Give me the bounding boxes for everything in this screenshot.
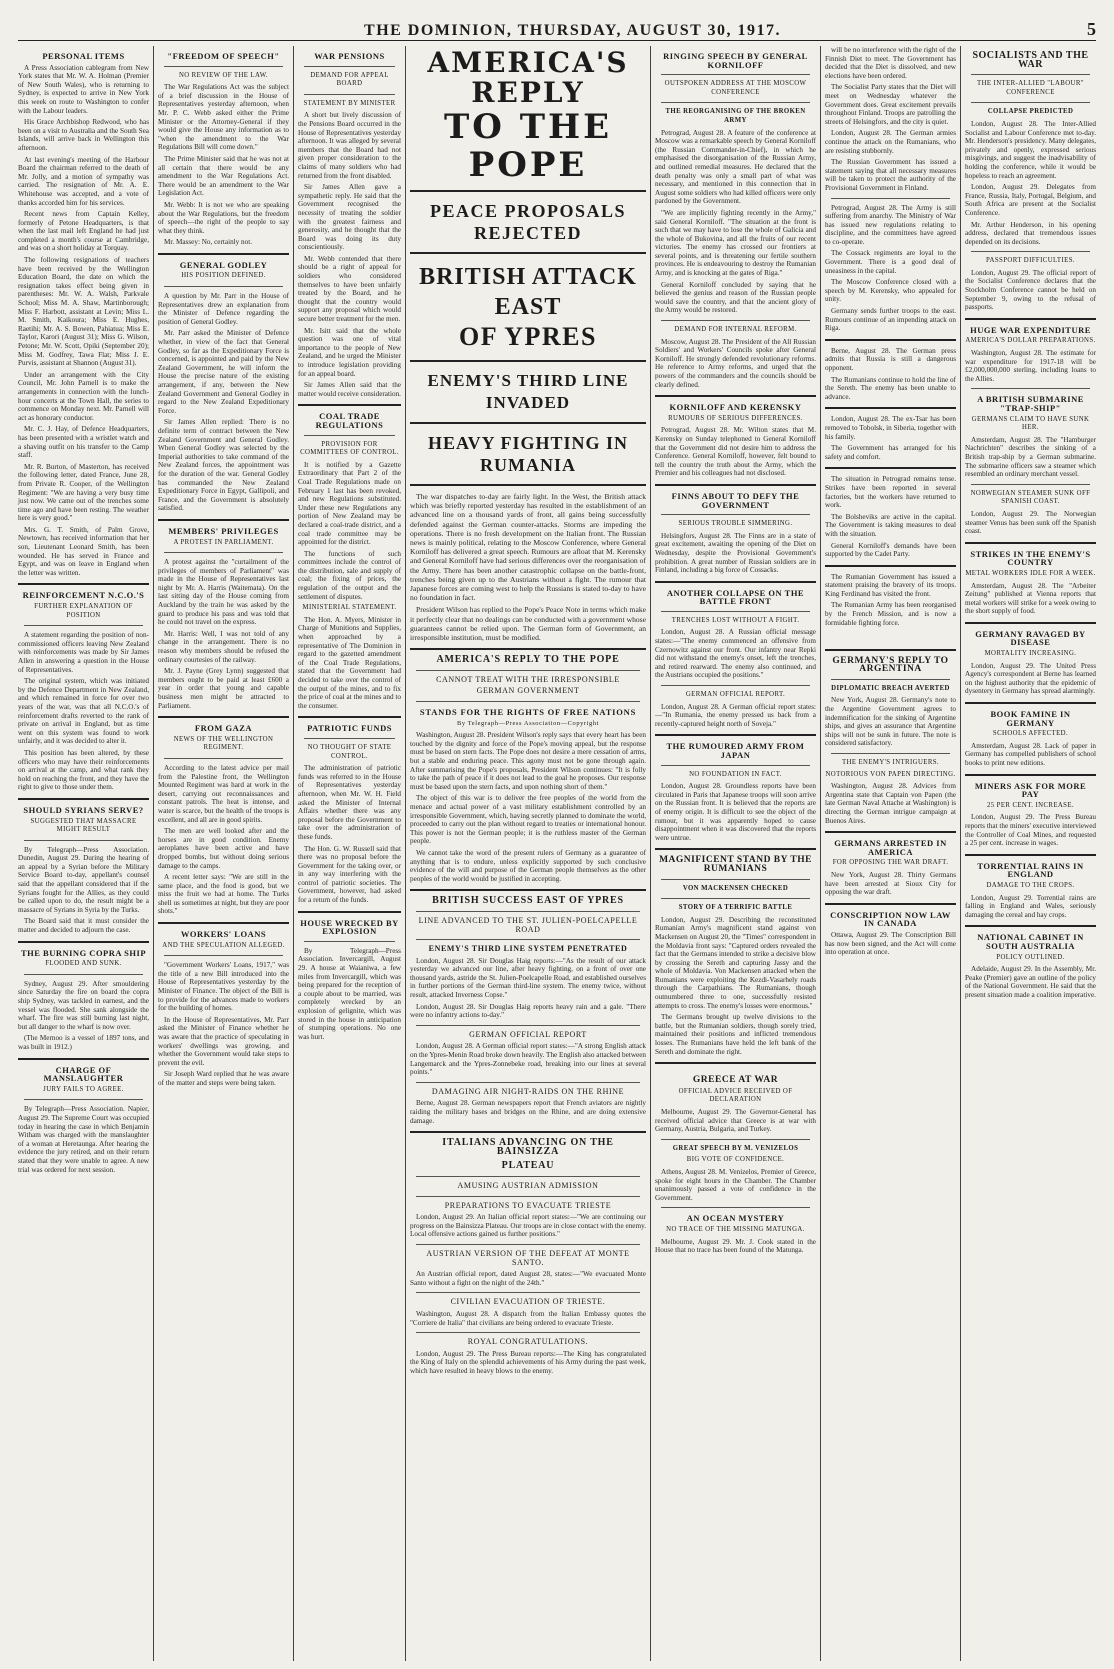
subheadline: PROVISION FOR COMMITTEES OF CONTROL.: [300, 440, 399, 457]
article-body: Athens, August 28. M. Venizelos, Premier of Greece, spoke for eight hours in the Chamber. The Chamber unanimously passed a vote of confidence in the Government.: [655, 1167, 816, 1202]
article-body: Berne, August 28. The German press admits that Russia is still a dangerous opponent. The Rumanians continue to hold the line of the Sereth. The enemy has been unable to advance.: [825, 346, 956, 401]
subheadline: NO THOUGHT OF STATE CONTROL.: [307, 743, 392, 760]
article-body: New York, August 28. Germany's note to the Argentine Government agrees to indemnification for the sinking of Argentine ships, and gives an assurance that Argentine ships will not be sunk in future. The note is considered satisfactory.: [825, 696, 956, 748]
article-body: Petrograd, August 28. The Army is still suffering from anarchy. The Ministry of War has issued new regulations relating to discipline, and the committees have agreed to co-operate. The Cossack regiments are loyal to the Government. There is a good deal of uneasiness in the capital. The Moscow Conference closed with a speech by M. Kerensky, who appealed for unity. Germany sends further troops to the east. Rumours continue of an impending attack on Riga.: [825, 203, 956, 333]
headline: CONSCRIPTION NOW LAW IN CANADA: [830, 909, 951, 929]
article-body: Berne, August 28. German newspapers report that French aviators are nightly raiding the military bases and bridges on the Rhine, and are doing extensive damage.: [410, 1099, 646, 1125]
subheadline: BIG VOTE OF CONFIDENCE.: [686, 1156, 785, 1164]
summary-body: The war dispatches to-day are fairly light. In the West, the British attack which was briefly reported yesterday has resulted in the establishment of an advanced line on a thousand yards of front, all gains being successfully defended against the German counter-attacks. Storms are impeding the operations. There is no fresh development on the Italian front. The Russian news is mainly political, relating to the Moscow Conference, where General Korniloff has delivered a great speech. Rumours are afloat that M. Kerensky and General Korniloff have had serious differences over the reorganisation of the Army. There has been another catastrophic collapse on the battle-front, trenches being given up to the Austrians without a fight. The rumour that Japanese forces are coming west to help the Russians is stated to-day to have no foundation in fact. President Wilson has replied to the Pope's Peace Note in terms which make it perfectly clear that no dealings can be conducted with a government whose guarantees cannot be relied upon. The German form of Government, an irresponsible institution, must be modified.: [410, 492, 646, 643]
subheadline: OUTSPOKEN ADDRESS AT THE MOSCOW CONFERENCE: [664, 80, 807, 96]
subheadline: DEMAND FOR INTERNAL REFORM.: [674, 326, 797, 334]
column-5: [651, 46, 821, 1661]
headline: GERMANS ARRESTED IN AMERICA: [834, 838, 947, 857]
headline: STRIKES IN THE ENEMY'S COUNTRY: [970, 548, 1091, 568]
section-sub: DAMAGING AIR NIGHT-RAIDS ON THE RHINE: [431, 1086, 625, 1096]
subheadline: SUGGESTED THAT MASSACRE MIGHT RESULT: [30, 817, 137, 834]
article-body: London, August 29. The United Press Agency's correspondent at Berne has learned on the highest authority that the epidemic of dysentery in Germany has spread alarmingly.: [965, 661, 1096, 696]
article-body: The Hon. A. Myers, Minister in Charge of Munitions and Supplies, when approached by a representative of The Dominion in regard to the gazetted amendment of the Coal Trade Regulations, stated that the Government had decided to take over the control of the output of the mines, and to fix the price of coal at the mines and to the consumer.: [298, 615, 401, 710]
deck-text: HEAVY FIGHTING IN RUMANIA: [427, 433, 629, 475]
article-body: The War Regulations Act was the subject of a brief discussion in the House of Representatives yesterday afternoon, when Mr. P. C. Webb asked either the Prime Minister or the Attorney-General if they would give the House any information as to "when the amendment to the War Regulations Bill will come down." The Prime Minister said that he was not at all certain that there would be any amendment to the War Regulations Act. There would be an amendment to the War Legislation Act. Mr. Webb: It is not we who are speaking about the War Regulations, but the freedom of speech—the right of the people to say what they think. Mr. Massey: No, certainly not.: [158, 83, 289, 247]
headline: FROM GAZA: [194, 723, 253, 734]
deck-text: ENEMY'S THIRD LINE INVADED: [427, 371, 629, 412]
subheadline: NORWEGIAN STEAMER SUNK OFF SPANISH COAST.: [970, 489, 1091, 506]
main-headline-line-2: TO THE POPE: [443, 107, 613, 185]
article-body: By Telegraph—Press Association. Invercargill, August 29. A house at Waianiwa, a few miles from Invercargill, which was being prepared for the reception of a couple about to be married, was completely wrecked by an explosion of gelignite, which was stored in the house in anticipation of stumping operations. No one was hurt.: [298, 946, 401, 1041]
headline: ANOTHER COLLAPSE ON THE BATTLE FRONT: [666, 587, 805, 607]
subheadline: NOTORIOUS VON PAPEN DIRECTING.: [825, 770, 956, 778]
headline: GREECE AT WAR: [692, 1075, 779, 1086]
article-body: A short but lively discussion of the Pensions Board occurred in the House of Representatives yesterday afternoon. It was alleged by several members that the Board had not given proper consideration to the claims of many soldiers who had returned from the front disabled. Sir James Allen gave a sympathetic reply. He said that the Government recognised the necessity of treating the soldier with the greatest fairness and generosity, and he thought that the Board was doing its duty conscientiously. Mr. Webb contended that there should be a right of appeal for soldiers who considered themselves to have been unfairly treated by the Board, and he thought that the country would support any proposal which would secure better treatment for the men. Mr. Isitt said that the whole question was one of vital importance to the people of New Zealand, and he urged the Minister to introduce legislation providing for an appeal board. Sir James Allen said that the matter would receive consideration.: [298, 111, 401, 398]
article-body: London, August 28. Sir Douglas Haig reports:—"As the result of our attack yesterday we advanced our line, after heavy fighting, on a front of over one thousand yards, astride the St. Julien-Poelcapelle Road, and established ourselves in further portions of the German third-line system. The enemy twice, without result, attacked Inverness Copse." London, August 28. Sir Douglas Haig reports heavy rain and a gale. "There were no infantry actions to-day.": [410, 956, 646, 1020]
subheadline: POLICY OUTLINED.: [996, 953, 1065, 961]
headline: WAR PENSIONS: [314, 51, 385, 61]
section-sub: AUSTRIAN VERSION OF THE DEFEAT AT MONTE SANTO.: [426, 1248, 630, 1267]
subheadline: NO TRACE OF THE MISSING MATUNGA.: [666, 1225, 805, 1233]
subheadline: JURY FAILS TO AGREE.: [43, 1085, 124, 1093]
deck-text: OF YPRES: [459, 322, 597, 351]
headline: GERMANY'S REPLY TO ARGENTINA: [832, 655, 949, 675]
column-2: [154, 46, 294, 1661]
article-body: Petrograd, August 28. Mr. Wilton states that M. Kerensky on Sunday telephoned to General Korniloff that the Government did not desire him to address the Conference. General Korniloff, however, felt bound to tell the country the truth about the Army, which the Premier and his colleagues had not disclosed.: [655, 426, 816, 478]
headline: SHOULD SYRIANS SERVE?: [23, 804, 144, 815]
article-body: A question by Mr. Parr in the House of Representatives drew an explanation from the Minister of Defence regarding the position of General Godley. Mr. Parr asked the Minister of Defence whether, in view of the fact that General Godley, so far as the Expeditionary Force is concerned, is appointed and paid by the New Zealand Government, he will inform the House the precise nature of the existing arrangement, if any, between the New Zealand Government and General Godley in regard to the New Zealand Expeditionary Force. Sir James Allen replied: There is no definite term of contract between the New Zealand Government and General Godley. When General Godley was selected by the Imperial authorities to take command of the New Zealand forces, the appointment was for the duration of the war. General Godley has commanded the New Zealand Expeditionary Force in Egypt, Gallipoli, and France, and the Government is absolutely satisfied.: [158, 292, 289, 513]
column-1: [14, 46, 154, 1661]
section-sub: CIVILIAN EVACUATION OF TRIESTE.: [450, 1297, 606, 1307]
headline: AN OCEAN MYSTERY: [686, 1213, 785, 1224]
subheadline: RUMOURS OF SERIOUS DIFFERENCES.: [668, 414, 803, 422]
article-body: Amsterdam, August 28. Lack of paper in Germany has compelled publishers of school books to print new editions.: [965, 741, 1096, 767]
section-headline: AMERICA'S REPLY TO THE POPE: [436, 654, 620, 666]
subheadline: HIS POSITION DEFINED.: [181, 272, 266, 280]
article-body: Amsterdam, August 28. The "Hamburger Nachrichten" describes the sinking of a British trap-ship by a German submarine. The submarine officers saw a steamer which resembled an ordinary merchant vessel.: [965, 435, 1096, 479]
article-body: By Telegraph—Press Association. Napier, August 29. The Supreme Court was occupied today in hearing the case in which Benjamin Witham was charged with the manslaughter of a woman at Heretaunga. After hearing the evidence the jury retired, and on their return stated that they were unable to agree. A new trial was ordered for next session.: [18, 1105, 149, 1174]
article-body: Helsingfors, August 28. The Finns are in a state of great excitement, awaiting the opening of the Diet on Wednesday, despite the Provisional Government's prohibition. A great number of Russian soldiers are in Finland, including a big force of Cossacks.: [655, 531, 816, 575]
subheadline: THE REORGANISING OF THE BROKEN ARMY: [665, 108, 806, 124]
article-body: London, August 29. The Press Bureau reports that the miners' executive interviewed the Controller of Coal Mines, and requested a 25 per cent. increase in wages.: [965, 813, 1096, 848]
subheadline: STORY OF A TERRIFIC BATTLE: [678, 904, 793, 912]
column-4-feature: [406, 46, 651, 1661]
subheadline: THE ENEMY'S INTRIGUERS.: [841, 759, 940, 767]
article-body: A protest against the "curtailment of the privileges of members of Parliament" was made in the House of Representatives last night by Mr. A. Harris (Waitemata). On the last sitting day of the House coming from Auckland by the train he was asked by the guard to produce his pass and was told that he could not travel on the express. Mr. Harris: Well, I was not told of any change in the arrangement. There is no reason why members should be refused the ordinary courtesies of the railway. Mr. J. Payne (Grey Lynn) suggested that members ought to be paid at least £600 a year in order that young and capable business men might be attracted to Parliament.: [158, 558, 289, 710]
section-sub: CANNOT TREAT WITH THE IRRESPONSIBLE: [436, 674, 620, 684]
article-body: Melbourne, August 29. The Governor-General has received official advice that Greece is at war with Germany, Austria, Bulgaria, and Turkey.: [655, 1108, 816, 1134]
subheadline: NO FOUNDATION IN FACT.: [689, 770, 782, 778]
article-body: New York, August 28. Thirty Germans have been arrested at Sioux City for opposing the war draft.: [825, 870, 956, 897]
headline: KORNILOFF AND KERENSKY: [669, 402, 802, 413]
headline: GERMANY RAVAGED BY DISEASE: [975, 628, 1086, 648]
headline: "FREEDOM OF SPEECH": [167, 51, 280, 61]
headline: THE RUMOURED ARMY FROM JAPAN: [666, 741, 805, 760]
article-body: will be no interference with the right of the Finnish Diet to meet. The Government has decided that the Diet is dissolved, and new elections have been ordered. The Socialist Party states that the Diet will meet on Wednesday whatever the Government does. Great excitement prevails throughout Finland. Troops are patrolling the streets of Helsingfors, and the city is quiet. London, August 28. The German armies continue the attack on the Rumanians, who are resisting stubbornly. The Russian Government has issued a statement saying that all necessary measures will be taken to protect the authority of the Provisional Government in Finland.: [825, 46, 956, 192]
article-body: "Government Workers' Loans, 1917," was the title of a new Bill introduced into the House of Representatives yesterday by the Minister of Finance. The object of the Bill is to provide for the advances made to workers for the building of homes. In the House of Representatives, Mr. Parr asked the Minister of Finance whether he was aware that the practice of speculating in workers' dwellings was growing, and whether the Government would take steps to prevent the evil. Sir Joseph Ward replied that he was aware of the matter and steps were being taken.: [158, 961, 289, 1087]
subheadline: TRENCHES LOST WITHOUT A FIGHT.: [671, 616, 800, 624]
headline: RINGING SPEECH BY GENERAL KORNILOFF: [663, 51, 808, 70]
headline: CHARGE OF MANSLAUGHTER: [43, 1064, 124, 1084]
deck-2: [410, 262, 646, 352]
article-body: Petrograd, August 28. A feature of the conference at Moscow was a remarkable speech by General Korniloff (the Russian Commander-in-Chief), in which he emphasised the disorganisation of the Russian Army, and outlined remedial measures. He declared that the death penalty was only a small part of what was necessary, and mentioned in this connection that in August some soldiers who had killed officers were only pardoned by the Government. "We are implicitly fighting recently in the Army," said General Korniloff. "The situation at the front is such that we may have to lose the whole of Galicia and the whole of Bukovina, and all the fruits of our recent victories. The enemy has crossed our frontiers at several points, and is threatening our fertile southern provinces. He is endeavouring to destroy the Rumanian Army, and is knocking at the gates of Riga." General Korniloff concluded by saying that he believed the genius and reason of the Russian people would save the country, and that the ancient glory of the Army would be restored.: [655, 128, 816, 315]
subheadline: GERMAN OFFICIAL REPORT.: [685, 691, 786, 699]
headline: COAL TRADE REGULATIONS: [315, 411, 384, 430]
headline: FINNS ABOUT TO DEFY THE GOVERNMENT: [671, 490, 800, 510]
article-body: Ottawa, August 29. The Conscription Bill has now been signed, and the Act will come into operation at once.: [825, 930, 956, 957]
article-body: London, August 29. The Press Bureau reports:—The King has congratulated the King of Italy on the splendid achievements of his Army during the past week, which have resulted in heavy blows to the enemy.: [410, 1349, 646, 1375]
headline: MEMBERS' PRIVILEGES: [168, 525, 279, 536]
headline: HOUSE WRECKED BY EXPLOSION: [300, 917, 399, 937]
headline: NATIONAL CABINET IN SOUTH AUSTRALIA: [977, 932, 1084, 951]
subheadline: OFFICIAL ADVICE RECEIVED OF DECLARATION: [678, 1087, 793, 1104]
section-sub: AMUSING AUSTRIAN ADMISSION: [457, 1180, 599, 1190]
article-body: Adelaide, August 29. In the Assembly, Mr. Peake (Premier) gave an outline of the policy of the National Government. He said that the present situation made a coalition imperative.: [965, 965, 1096, 999]
article-body: London, August 28. The ex-Tsar has been removed to Tobolsk, in Siberia, together with his family. The Government has arranged for his safety and comfort.: [825, 415, 956, 461]
subheadline: GERMANS CLAIM TO HAVE SUNK HER.: [971, 415, 1090, 432]
subheadline: NO REVIEW OF THE LAW.: [178, 71, 269, 79]
article-body: A Press Association cablegram from New York states that Mr. W. A. Holman (Premier of New South Wales), who is returning to Sydney, is expected to arrive in New York this week on route to Washington to confer with the Labour leaders. His Grace Archbishop Redwood, who has been on a visit to Australia and the South Sea Islands, will arrive back in Wellington this afternoon. At last evening's meeting of the Harbour Board the chairman referred to the death of Mr. Jolly, and a motion of sympathy was carried. The resignation of Mr. A. E. Whitehouse was accepted, and a vote of thanks accorded him for his services. Recent news from Captain Kelley, formerly of Petone Headquarters, is that when the last mail left England he had just completed a month's course at Cambridge, and was on a short holiday at Torquay. The following resignations of teachers have been received by the Wellington Education Board, the date on which the resignation takes effect being given in parentheses: Mr. W. A. Walsh, Parkvale School; Miss M. A. Shaw, Martinborough; Miss F. Harbott, assistant at Levin; Miss L. M. Smith, Kaikoura; Miss E. Hughes, Raetihi; Mr. A. S. Bowen, Pahiatua; Miss E. Taylor, Karori (August 31); Miss G. Wilson, Petone; Mr. W. Scott, Opiki (September 20); Miss M. Godfrey, Tawa Flat; Miss J. E. Purvis, assistant at Shannon (August 31). Under an arrangement with the City Council, Mr. John Parnell is to make the arrangements in connection with the lunch-hour concerts at the Town Hall, the series to commence on Monday next. Mr. Parnell will act as honorary conductor. Mr. C. J. Hay, of Defence Headquarters, has been presented with a wristlet watch and a shaving outfit on his transfer to the Camp staff. Mr. R. Burton, of Masterton, has received the following letter, dated France, June 28, from Private R. Cooper, of the Wellington Regiment: "We are having a very busy time just now. We came out of the trenches some time ago and have been resting. The weather here is very good." Mrs. G. T. Smith, of Palm Grove, Newtown, has received information that her son, Lieutenant Leonard Smith, has been wounded. He has served in France and Egypt, and was on leave in England when the letter was written.: [18, 63, 149, 577]
column-7: [961, 46, 1100, 1661]
headline: MINERS ASK FOR MORE PAY: [974, 780, 1087, 800]
greece-panel: [655, 1070, 816, 1258]
headline: PERSONAL ITEMS: [42, 51, 125, 61]
article-body: The administration of patriotic funds was referred to in the House of Representatives yesterday afternoon, when Mr. W. H. Field asked the Minister of Internal Affairs whether there was any proposal before the Government to take over the administration of these funds. The Hon. G. W. Russell said that there was no proposal before the Government for the taking over, or in any way interfering with the control of patriotic societies. The Government, however, had asked for a return of the funds.: [298, 764, 401, 905]
deck-3: [410, 370, 646, 414]
column-3: [294, 46, 406, 1661]
subheadline: FLOODED AND SUNK.: [45, 960, 122, 968]
headline: GENERAL GODLEY: [179, 259, 268, 270]
article-body: By Telegraph—Press Association. Dunedin, August 29. During the hearing of an appeal by a Syrian before the Military Service Board to-day, appellant's counsel said that the appellant considered that if the Syrians fought for the Allies, as they could be called upon to do, the result might be a massacre of Syrians in Syria by the Turks. The Board said that it must consider the matter and decided to adjourn the case.: [18, 845, 149, 935]
subheadline: GREAT SPEECH BY M. VENIZELOS: [672, 1144, 799, 1152]
headline: WORKERS' LOANS: [180, 929, 267, 940]
headline: BOOK FAMINE IN GERMANY: [990, 709, 1071, 728]
article-body: Melbourne, August 29. Mr. J. Cook stated in the House that no trace has been found of the Matunga.: [655, 1237, 816, 1255]
section-sub: ENEMY'S THIRD LINE SYSTEM PENETRATED: [428, 944, 628, 954]
article-body: London, August 29. An Italian official report states:—"We are continuing our progress on the Bainsizza Plateau. Our troops are in close contact with the enemy. Local offensive actions gained us further positions.": [410, 1213, 646, 1239]
article-body: The Rumanian Government has issued a statement praising the bravery of its troops. King Ferdinand has visited the front. The Rumanian Army has been reorganised by the French Mission, and is now a formidable fighting force.: [825, 572, 956, 627]
article-body: An Austrian official report, dated August 28, states:—"We evacuated Monte Santo without a fight on the night of the 24th.": [410, 1270, 646, 1287]
headline: SOCIALISTS AND THE WAR: [972, 50, 1089, 70]
subheadline: SERIOUS TROUBLE SIMMERING.: [678, 520, 793, 528]
masthead-title: THE DOMINION, THURSDAY, AUGUST 30, 1917.: [364, 22, 781, 39]
subheadline: FOR OPPOSING THE WAR DRAFT.: [832, 859, 949, 867]
headline: MAGNIFICENT STAND BY THE RUMANIANS: [659, 855, 812, 874]
subheadline: DIPLOMATIC BREACH AVERTED: [831, 684, 950, 692]
subheadline: VON MACKENSEN CHECKED: [682, 884, 789, 892]
section-sub: PREPARATIONS TO EVACUATE TRIESTE: [444, 1200, 612, 1210]
main-headline: [410, 48, 646, 184]
subheadline: NEWS OF THE WELLINGTON REGIMENT.: [173, 735, 274, 752]
article-body: Washington, August 28. Advices from Argentina state that Captain von Papen (the late German Naval Attache at Washington) is directing the German intrigue campaign at Buenos Aires.: [825, 782, 956, 825]
subheadline: STATEMENT BY MINISTER: [303, 99, 396, 107]
section-headline: PLATEAU: [501, 1160, 555, 1172]
main-headline-line-1: AMERICA'S REPLY: [427, 46, 629, 109]
deck-1: [410, 200, 646, 244]
subheadline: PASSPORT DIFFICULTIES.: [986, 257, 1075, 265]
subheadline: THE INTER-ALLIED "LABOUR" CONFERENCE: [977, 80, 1084, 96]
article-body: London, August 28. A German official report states:—"In Rumania, the enemy pressed us back from a recently-captured height north of Soveja.": [655, 702, 816, 728]
subheadline: SCHOOLS AFFECTED.: [992, 730, 1069, 738]
section-sub: LINE ADVANCED TO THE ST. JULIEN-POELCAPELLE ROAD: [418, 915, 638, 934]
columns: [14, 46, 1100, 1661]
credit-line: By Telegraph—Press Association—Copyright: [456, 719, 599, 727]
article-body: Washington, August 28. The estimate for war expenditure for 1917-18 will be £2,000,000,000 sterling, including loans to the Allies.: [965, 349, 1096, 383]
article-body: Sydney, August 29. After smouldering since Saturday the fire on board the copra ship Sydney, was tackled in earnest, and the vessel was flooded. She sank alongside the wharf. The fire was still burning last night, but all danger to the wharf is now over. (The Mernoo is a vessel of 1897 tons, and was built in 1912.): [18, 979, 149, 1051]
headline: TORRENTIAL RAINS IN ENGLAND: [977, 860, 1084, 880]
article-body: Washington, August 28. A dispatch from the Italian Embassy quotes the "Corriere de Italia" that civilians are being ordered to evacuate Trieste.: [410, 1309, 646, 1327]
subheadline: AMERICA'S DOLLAR PREPARATIONS.: [965, 337, 1096, 345]
subheadline: AND THE SPECULATION ALLEGED.: [162, 941, 285, 949]
article-body: Amsterdam, August 28. The "Arbeiter Zeitung" published at Vienna reports that metal workers will strike for a week owing to the short supply of food.: [965, 581, 1096, 616]
subheadline: METAL WORKERS IDLE FOR A WEEK.: [965, 569, 1096, 577]
headline: A BRITISH SUBMARINE "TRAP-SHIP": [977, 394, 1084, 413]
subheadline: MINISTERIAL STATEMENT.: [302, 604, 397, 612]
article-body: London, August 29. Describing the reconstituted Rumanian Army's magnificent stand against von Mackensen on August 20, the "Times" correspondent in the Moldavia front says: "Captured orders revealed the fact that the Germans intended to strike a decisive blow by crossing the Sereth and capturing Jassy and the whole of Moldavia. Von Mackensen attacked when the Rumanians were exploiting the Kezdi-Vasarhely roads through the Carpathians. The Rumanians, though outnumbered three to one, successfully resisted attempts to cross. The enemy's losses were enormous." The Germans brought up twelve divisions to the battle, but the Rumanian soldiers, though sorely tried, maintained their positions and inflicted tremendous losses. The Rumanians have held the left bank of the Sereth and dominate the right.: [655, 915, 816, 1056]
article-body: A statement regarding the position of non-commissioned officers leaving New Zealand with reinforcements was made by Sir James Allen in answering a question in the House of Representatives. The original system, which was initiated by the Defence Department in New Zealand, and which remained in force for over two years of the war, was that all N.C.O.'s of reinforcement drafts reverted to the rank of private on arrival in England, but as time went on this system was found to work unfairly, and it was decided to alter it. This position has been altered, by these officers who may have their reinforcements on arrival at the camp, and what rank they hold on reaching the front, and they have the right to give to those under them.: [18, 631, 149, 792]
subheadline: DEMAND FOR APPEAL BOARD: [310, 71, 389, 88]
masthead: [18, 14, 1096, 41]
article-body: London, August 28. The Inter-Allied Socialist and Labour Conference met to-day. Mr. Henderson's presidency. Many delegates, privately and openly, expressed serious misgivings, and suggest the inadvisability of holding the conference, while it would be hopeless to reach an agreement. London, August 29. Delegates from France, Russia, Italy, Portugal, Belgium, and South Africa are present at the Socialist Conference. Mr. Arthur Henderson, in his opening address, declared that tremendous issues depended on its decisions.: [965, 119, 1096, 246]
headline: THE BURNING COPRA SHIP: [20, 947, 147, 958]
subheadline: COLLAPSE PREDICTED: [987, 108, 1074, 116]
article-body: London, August 28. Groundless reports have been circulated in Paris that Japanese troops will soon arrive on the Russian front. It is believed that the reports are of enemy origin. It is difficult to see the object of the rumour, but it was apparently hoped to cause disappointment when it was discovered that the reports were untrue.: [655, 782, 816, 842]
article-body: According to the latest advice per mail from the Palestine front, the Wellington Mounted Regiment was hard at work in the desert, carrying out reconnaissances and constant patrols. The heat is intense, and water is scarce, but the health of the troops is excellent, and all are in good spirits. The men are well looked after and the horses are in good condition. Enemy aeroplanes have been active and have dropped bombs, but without doing serious damage to the camps. A recent letter says: "We are still in the same place, and the food is good, but we miss the fruit we had at home. The Turks shell us sometimes at night, but they are poor shots.": [158, 763, 289, 916]
article-body: Washington, August 28. President Wilson's reply says that every heart has been touched by the dignity and force of the Pope's moving appeal, but the response must be based on stern facts. The Pope does not desire a mere cessation of arms, but a stable and enduring peace. This agony must not be gone through again. After summarising the Pope's proposals, President Wilson continues: "It is folly to take the path of peace if it does not lead to the goal he proposes. Our response must be based upon the stern facts, and upon nothing short of them." The object of this war is to deliver the free peoples of the world from the menace and actual power of a vast military establishment controlled by an irresponsible Government, which, having secretly planned to dominate the world, proceeded to carry out the plan without regard to treaties or international honour. This power is not the German people; it is the ruthless master of the German people. We cannot take the word of the present rulers of Germany as a guarantee of anything that is to endure, unless explicitly supported by such conclusive evidence of the will and purpose of the German people themselves as the other peoples of the world would be justified in accepting.: [410, 731, 646, 883]
deck-text: PEACE PROPOSALS REJECTED: [429, 201, 627, 243]
article-body: London, August 28. A German official report states:—"A strong English attack on the Ypres-Menin Road broke down heavily. The English also attacked between Langemarck and the Ypres-Zonnebeke road, breaking into our lines at several points.": [410, 1042, 646, 1077]
section-sub-bold: STANDS FOR THE RIGHTS OF FREE NATIONS: [419, 707, 637, 718]
column-6: [821, 46, 961, 1661]
article-body: London, August 29. The official report of the Socialist Conference declares that the Stockholm Conference cannot be held on September 9, owing to the refusal of passports.: [965, 268, 1096, 312]
section-sub: GERMAN GOVERNMENT: [476, 686, 580, 696]
subheadline: FURTHER EXPLANATION OF POSITION: [34, 603, 133, 619]
article-body: The situation in Petrograd remains tense. Strikes have been reported in several factories, but the workers have returned to work. The Bolsheviks are active in the capital. The Government is taking measures to deal with the situation. General Korniloff's demands have been supported by the Cadet Party.: [825, 475, 956, 559]
page-number: 5: [1087, 19, 1096, 39]
deck-4: [410, 432, 646, 476]
subheadline: 25 PER CENT. INCREASE.: [986, 801, 1075, 809]
article-body: Moscow, August 28. The President of the All Russian Soldiers' and Workers' Councils spoke after General Korniloff. He strongly defended revolutionary reforms. He reference to Army reforms, and urged that the powers of the commanders and the councils should be clearly defined.: [655, 337, 816, 389]
headline: PATRIOTIC FUNDS: [307, 723, 392, 734]
subheadline: MORTALITY INCREASING.: [984, 650, 1077, 658]
headline: REINFORCEMENT N.C.O.'S: [22, 590, 145, 601]
article-body: London, August 29. The Norwegian steamer Venus has been sunk off the Spanish coast.: [965, 509, 1096, 536]
section-headline: ITALIANS ADVANCING ON THE BAINSIZZA: [442, 1137, 614, 1157]
section-headline: BRITISH SUCCESS EAST OF YPRES: [432, 895, 624, 907]
subheadline: A PROTEST IN PARLIAMENT.: [173, 538, 274, 546]
headline: HUGE WAR EXPENDITURE: [970, 324, 1091, 335]
section-sub: GERMAN OFFICIAL REPORT: [469, 1029, 587, 1039]
article-body: London, August 28. A Russian official message states:—"The enemy commenced an offensive from Czernowitz against our front. Our infantry near Repki did not withstand the enemy's onset, left the trenches, and retired rearward. The enemy also continued, and the Austrians occupied the positions.": [655, 628, 816, 680]
article-body: It is notified by a Gazette Extraordinary that Part 2 of the Coal Trade Regulations made on February 1 last has been revoked, and new Regulations substituted. Under these new Regulations any portion of New Zealand may be declared a coal-trade district, and a coal trade committee may be appointed for the district. The functions of such committees include the control of the distribution, sale and supply of coal; the fixing of prices, the regulation of the output and the settlement of disputes.: [298, 460, 401, 601]
section-sub: ROYAL CONGRATULATIONS.: [467, 1337, 589, 1347]
deck-text: BRITISH ATTACK EAST: [419, 264, 637, 320]
article-body: London, August 29. Torrential rains are falling in England and Wales, seriously damaging the cereal and hay crops.: [965, 893, 1096, 919]
subheadline: DAMAGE TO THE CROPS.: [986, 881, 1075, 889]
